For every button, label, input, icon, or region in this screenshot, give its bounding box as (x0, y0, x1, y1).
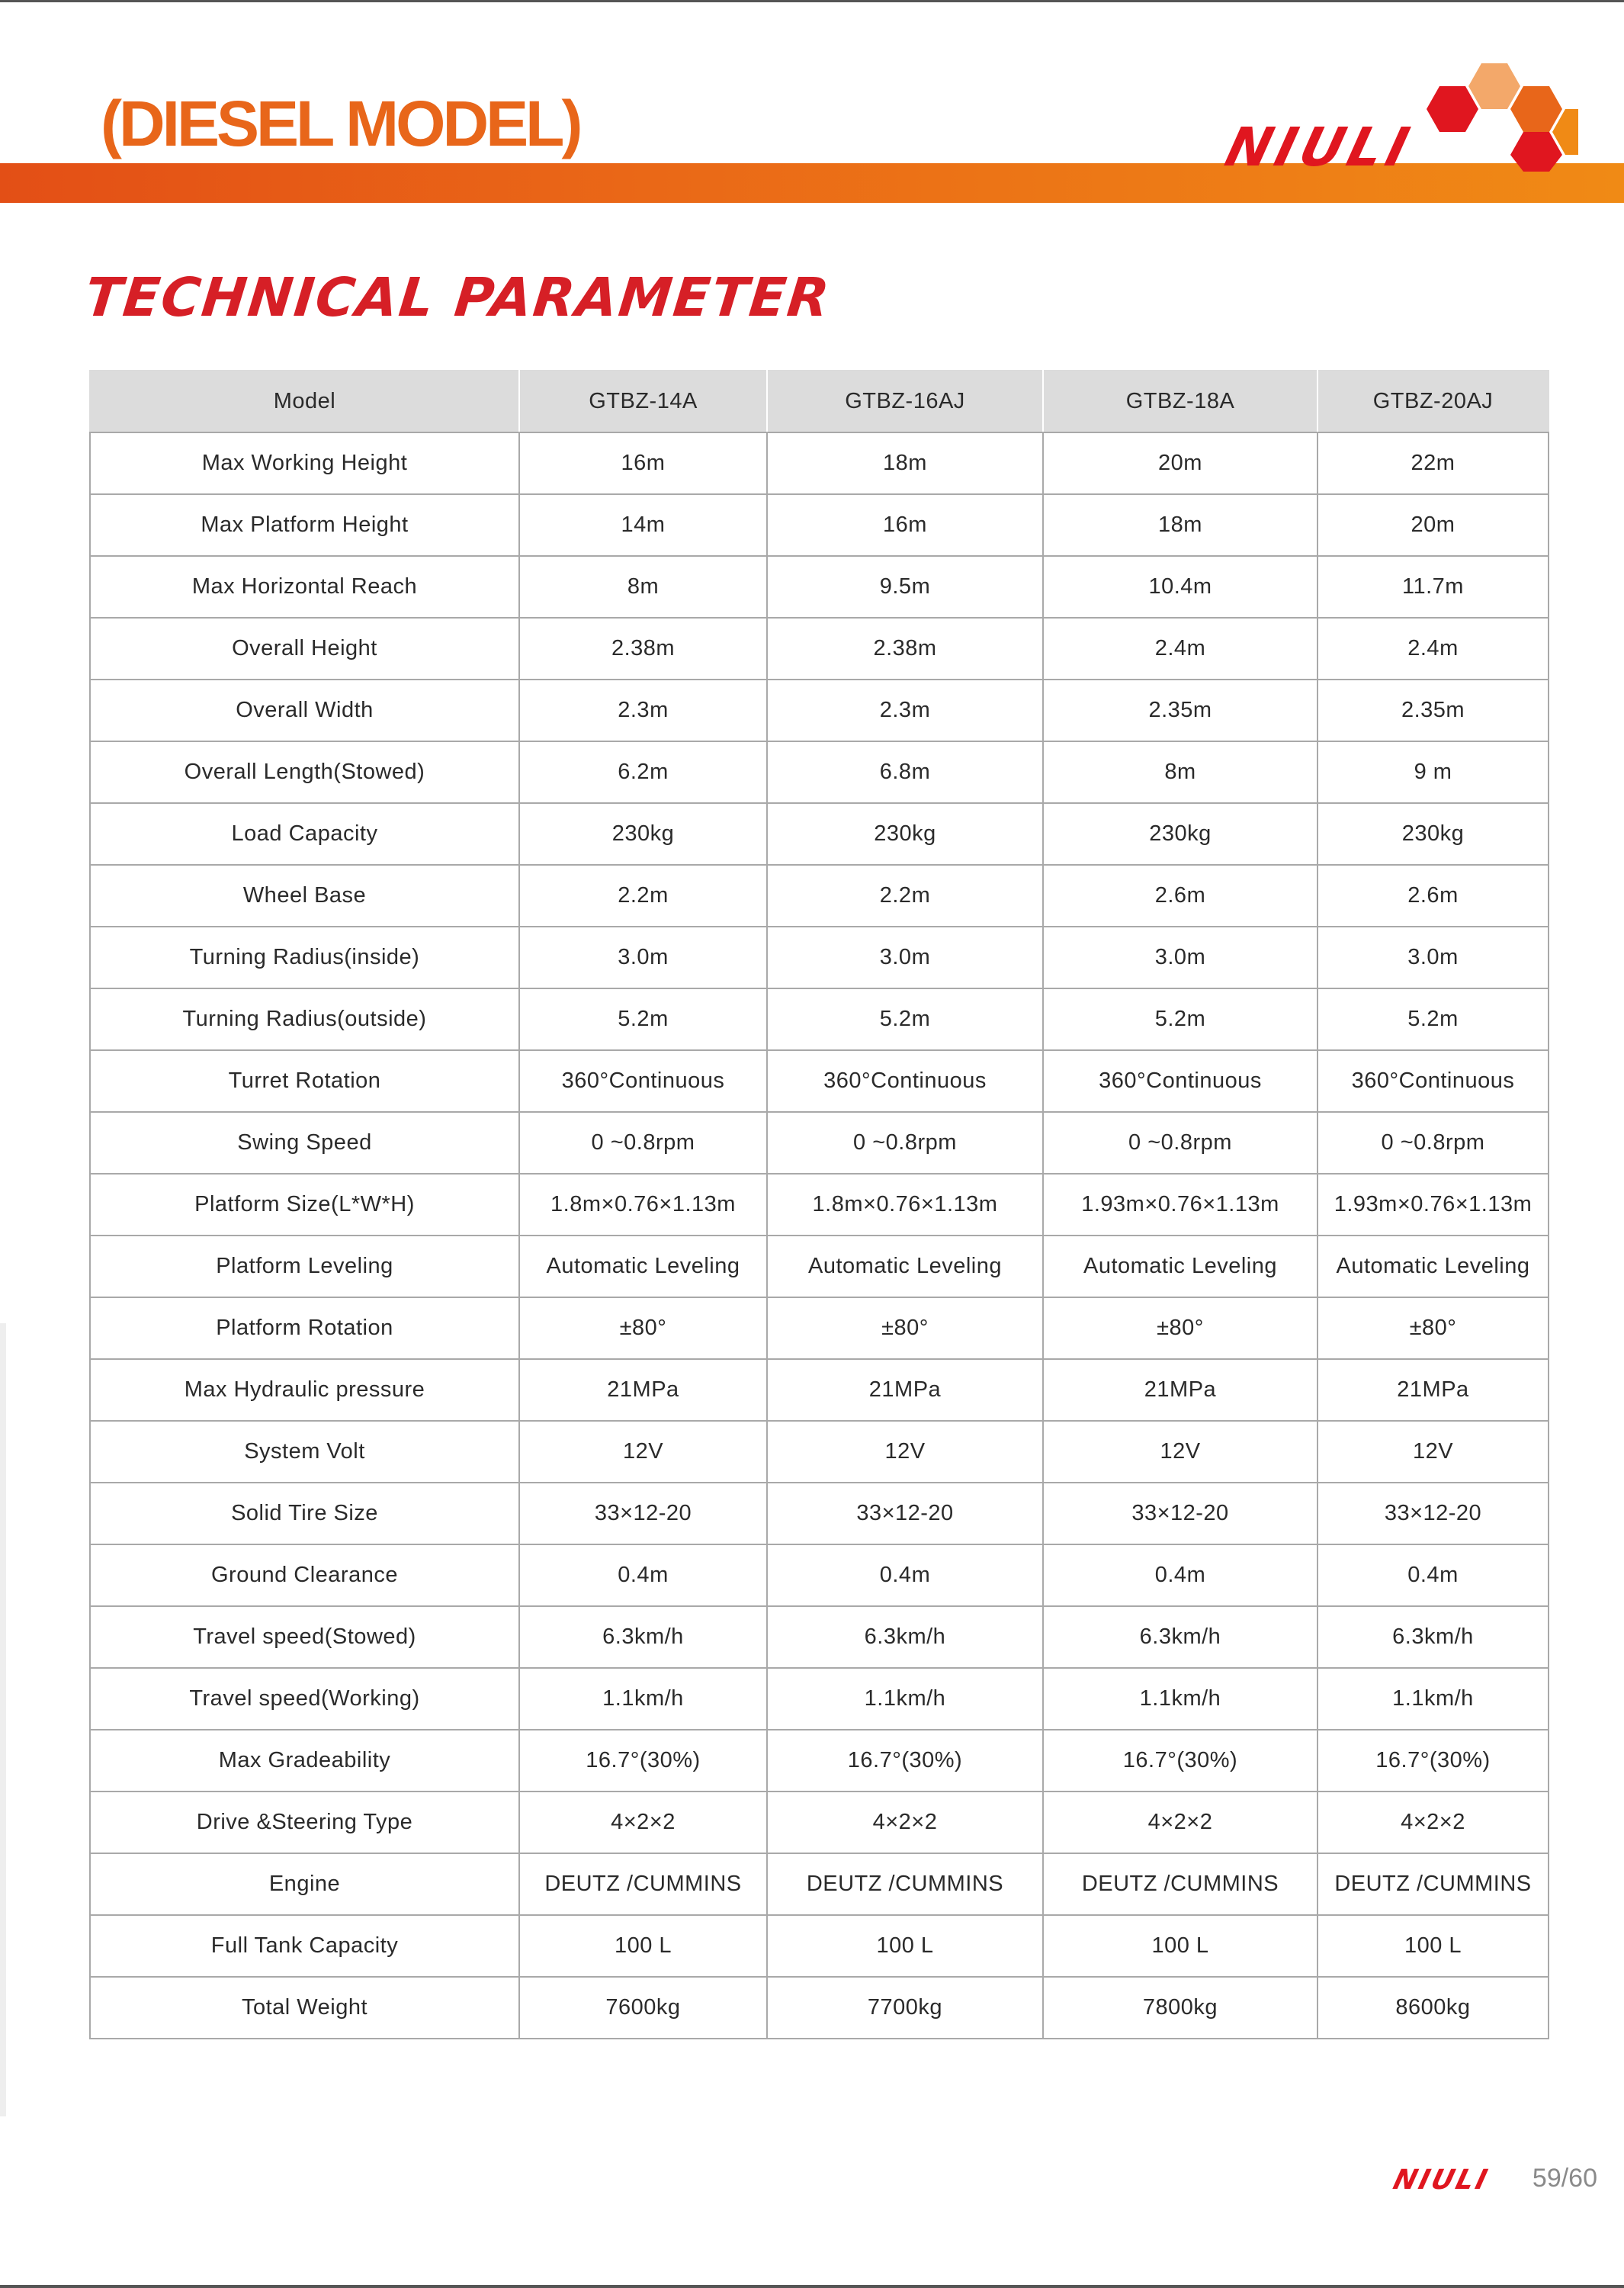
parameter-value: 1.93m×0.76×1.13m (1043, 1174, 1317, 1236)
parameter-value: 6.3km/h (767, 1606, 1043, 1668)
parameter-value: 18m (767, 432, 1043, 494)
parameter-value: ±80° (519, 1297, 767, 1359)
parameter-value: Automatic Leveling (1043, 1236, 1317, 1297)
parameter-value: 3.0m (1043, 927, 1317, 988)
section-heading: TECHNICAL PARAMETER (82, 266, 834, 329)
parameter-label: Full Tank Capacity (90, 1915, 519, 1977)
parameter-value: 230kg (767, 803, 1043, 865)
parameter-value: 6.3km/h (1043, 1606, 1317, 1668)
parameter-label: Overall Length(Stowed) (90, 741, 519, 803)
parameter-value: 2.38m (519, 618, 767, 680)
parameter-value: 4×2×2 (1317, 1792, 1549, 1853)
table-row (90, 1915, 1549, 1977)
parameter-value: 360°Continuous (1317, 1050, 1549, 1112)
parameter-value: 18m (1043, 494, 1317, 556)
table-row (90, 988, 1549, 1050)
table-row (90, 1544, 1549, 1606)
parameter-value: 230kg (1043, 803, 1317, 865)
parameter-label: Travel speed(Working) (90, 1668, 519, 1730)
parameter-value: 16.7°(30%) (519, 1730, 767, 1792)
parameter-value: 2.38m (767, 618, 1043, 680)
parameter-value: 2.3m (519, 680, 767, 741)
parameter-label: Max Horizontal Reach (90, 556, 519, 618)
parameter-value: ±80° (1043, 1297, 1317, 1359)
table-row (90, 432, 1549, 494)
table-row (90, 1421, 1549, 1483)
parameter-value: 21MPa (1043, 1359, 1317, 1421)
parameter-value: 33×12-20 (519, 1483, 767, 1544)
parameter-label: Overall Height (90, 618, 519, 680)
parameter-value: 6.2m (519, 741, 767, 803)
table-header-row (90, 371, 1549, 432)
table-row (90, 1297, 1549, 1359)
parameter-value: 12V (1317, 1421, 1549, 1483)
parameter-value: 360°Continuous (1043, 1050, 1317, 1112)
parameter-label: Platform Size(L*W*H) (90, 1174, 519, 1236)
table-row (90, 1792, 1549, 1853)
parameter-value: 5.2m (519, 988, 767, 1050)
parameter-value: Automatic Leveling (1317, 1236, 1549, 1297)
spec-table (89, 370, 1549, 2039)
parameter-label: Drive &Steering Type (90, 1792, 519, 1853)
parameter-value: 7600kg (519, 1977, 767, 2039)
parameter-label: Solid Tire Size (90, 1483, 519, 1544)
table-row (90, 494, 1549, 556)
parameter-value: 2.6m (1317, 865, 1549, 927)
parameter-value: 6.3km/h (519, 1606, 767, 1668)
parameter-value: ±80° (767, 1297, 1043, 1359)
table-row (90, 1606, 1549, 1668)
parameter-label: Platform Leveling (90, 1236, 519, 1297)
parameter-value: 100 L (1043, 1915, 1317, 1977)
parameter-value: 8m (1043, 741, 1317, 803)
parameter-value: DEUTZ /CUMMINS (767, 1853, 1043, 1915)
parameter-value: 33×12-20 (767, 1483, 1043, 1544)
parameter-value: 5.2m (767, 988, 1043, 1050)
parameter-value: 16.7°(30%) (1043, 1730, 1317, 1792)
parameter-value: 360°Continuous (519, 1050, 767, 1112)
parameter-label: Turret Rotation (90, 1050, 519, 1112)
parameter-value: 2.2m (519, 865, 767, 927)
table-row (90, 1174, 1549, 1236)
footer-brand-logo (1389, 2163, 1522, 2196)
parameter-value: 12V (767, 1421, 1043, 1483)
parameter-value: 0 ~0.8rpm (519, 1112, 767, 1174)
parameter-value: 9 m (1317, 741, 1549, 803)
table-row (90, 741, 1549, 803)
parameter-value: 2.6m (1043, 865, 1317, 927)
bottom-rule (0, 2285, 1624, 2288)
page-number: 59/60 (1532, 2163, 1597, 2193)
parameter-label: System Volt (90, 1421, 519, 1483)
page-footer (1389, 2163, 1597, 2196)
parameter-value: 33×12-20 (1043, 1483, 1317, 1544)
parameter-value: 0 ~0.8rpm (1043, 1112, 1317, 1174)
parameter-value: Automatic Leveling (519, 1236, 767, 1297)
column-header-gtbz-14a: GTBZ-14A (519, 371, 767, 432)
parameter-value: 2.35m (1043, 680, 1317, 741)
parameter-value: 100 L (1317, 1915, 1549, 1977)
table-row (90, 1853, 1549, 1915)
parameter-value: 0.4m (519, 1544, 767, 1606)
parameter-value: 0.4m (1317, 1544, 1549, 1606)
parameter-value: 0.4m (1043, 1544, 1317, 1606)
parameter-value: 1.1km/h (767, 1668, 1043, 1730)
parameter-value: 100 L (767, 1915, 1043, 1977)
parameter-value: 0 ~0.8rpm (1317, 1112, 1549, 1174)
parameter-value: 1.1km/h (1043, 1668, 1317, 1730)
parameter-value: 9.5m (767, 556, 1043, 618)
parameter-value: 16m (767, 494, 1043, 556)
parameter-value: 2.2m (767, 865, 1043, 927)
parameter-value: 1.8m×0.76×1.13m (519, 1174, 767, 1236)
brand-logo-text: NIULI (1219, 116, 1420, 178)
footer-brand-text: NIULI (1390, 2163, 1493, 2196)
parameter-value: 4×2×2 (519, 1792, 767, 1853)
table-row (90, 680, 1549, 741)
table-row (90, 803, 1549, 865)
column-header-gtbz-20aj: GTBZ-20AJ (1317, 371, 1549, 432)
parameter-value: 6.8m (767, 741, 1043, 803)
brand-logo (1219, 42, 1578, 178)
parameter-value: 0 ~0.8rpm (767, 1112, 1043, 1174)
parameter-value: 360°Continuous (767, 1050, 1043, 1112)
parameter-value: 21MPa (519, 1359, 767, 1421)
table-row (90, 618, 1549, 680)
parameter-value: 100 L (519, 1915, 767, 1977)
table-row (90, 1483, 1549, 1544)
parameter-value: 2.35m (1317, 680, 1549, 741)
parameter-value: 230kg (519, 803, 767, 865)
parameter-value: 20m (1043, 432, 1317, 494)
parameter-label: Travel speed(Stowed) (90, 1606, 519, 1668)
parameter-value: 6.3km/h (1317, 1606, 1549, 1668)
parameter-value: 16.7°(30%) (767, 1730, 1043, 1792)
table-row (90, 865, 1549, 927)
parameter-value: 7800kg (1043, 1977, 1317, 2039)
parameter-value: 16.7°(30%) (1317, 1730, 1549, 1792)
parameter-value: 12V (1043, 1421, 1317, 1483)
table-row (90, 1977, 1549, 2039)
parameter-value: 1.8m×0.76×1.13m (767, 1174, 1043, 1236)
table-row (90, 1050, 1549, 1112)
parameter-value: 1.93m×0.76×1.13m (1317, 1174, 1549, 1236)
parameter-label: Turning Radius(inside) (90, 927, 519, 988)
table-row (90, 1668, 1549, 1730)
parameter-label: Engine (90, 1853, 519, 1915)
table-row (90, 927, 1549, 988)
parameter-label: Load Capacity (90, 803, 519, 865)
parameter-value: 12V (519, 1421, 767, 1483)
parameter-value: 11.7m (1317, 556, 1549, 618)
parameter-value: DEUTZ /CUMMINS (1043, 1853, 1317, 1915)
table-body (90, 432, 1549, 2039)
table-row (90, 556, 1549, 618)
parameter-value: 0.4m (767, 1544, 1043, 1606)
parameter-value: 4×2×2 (767, 1792, 1043, 1853)
top-rule (0, 0, 1624, 2)
parameter-value: 5.2m (1043, 988, 1317, 1050)
parameter-value: 10.4m (1043, 556, 1317, 618)
parameter-value: 1.1km/h (519, 1668, 767, 1730)
parameter-label: Ground Clearance (90, 1544, 519, 1606)
parameter-value: 2.4m (1317, 618, 1549, 680)
table-row (90, 1236, 1549, 1297)
parameter-value: 8m (519, 556, 767, 618)
parameter-value: 3.0m (519, 927, 767, 988)
parameter-value: 20m (1317, 494, 1549, 556)
table-row (90, 1730, 1549, 1792)
page-title: (DIESEL MODEL) (101, 88, 580, 159)
parameter-value: 33×12-20 (1317, 1483, 1549, 1544)
parameter-label: Platform Rotation (90, 1297, 519, 1359)
parameter-label: Swing Speed (90, 1112, 519, 1174)
column-header-model: Model (90, 371, 519, 432)
parameter-label: Wheel Base (90, 865, 519, 927)
parameter-value: 5.2m (1317, 988, 1549, 1050)
parameter-label: Turning Radius(outside) (90, 988, 519, 1050)
parameter-value: 1.1km/h (1317, 1668, 1549, 1730)
parameter-value: 3.0m (1317, 927, 1549, 988)
parameter-label: Total Weight (90, 1977, 519, 2039)
parameter-value: 3.0m (767, 927, 1043, 988)
parameter-label: Max Hydraulic pressure (90, 1359, 519, 1421)
parameter-value: 14m (519, 494, 767, 556)
parameter-value: ±80° (1317, 1297, 1549, 1359)
column-header-gtbz-16aj: GTBZ-16AJ (767, 371, 1043, 432)
parameter-value: DEUTZ /CUMMINS (519, 1853, 767, 1915)
parameter-value: 2.4m (1043, 618, 1317, 680)
parameter-label: Max Platform Height (90, 494, 519, 556)
parameter-value: 21MPa (767, 1359, 1043, 1421)
parameter-label: Overall Width (90, 680, 519, 741)
parameter-label: Max Gradeability (90, 1730, 519, 1792)
table-row (90, 1359, 1549, 1421)
parameter-value: 16m (519, 432, 767, 494)
parameter-value: 8600kg (1317, 1977, 1549, 2039)
parameter-value: 230kg (1317, 803, 1549, 865)
parameter-value: 22m (1317, 432, 1549, 494)
parameter-value: 7700kg (767, 1977, 1043, 2039)
left-edge-mark (0, 1323, 6, 2116)
column-header-gtbz-18a: GTBZ-18A (1043, 371, 1317, 432)
parameter-value: 2.3m (767, 680, 1043, 741)
parameter-value: 4×2×2 (1043, 1792, 1317, 1853)
parameter-value: 21MPa (1317, 1359, 1549, 1421)
table-row (90, 1112, 1549, 1174)
parameter-value: DEUTZ /CUMMINS (1317, 1853, 1549, 1915)
parameter-label: Max Working Height (90, 432, 519, 494)
parameter-value: Automatic Leveling (767, 1236, 1043, 1297)
